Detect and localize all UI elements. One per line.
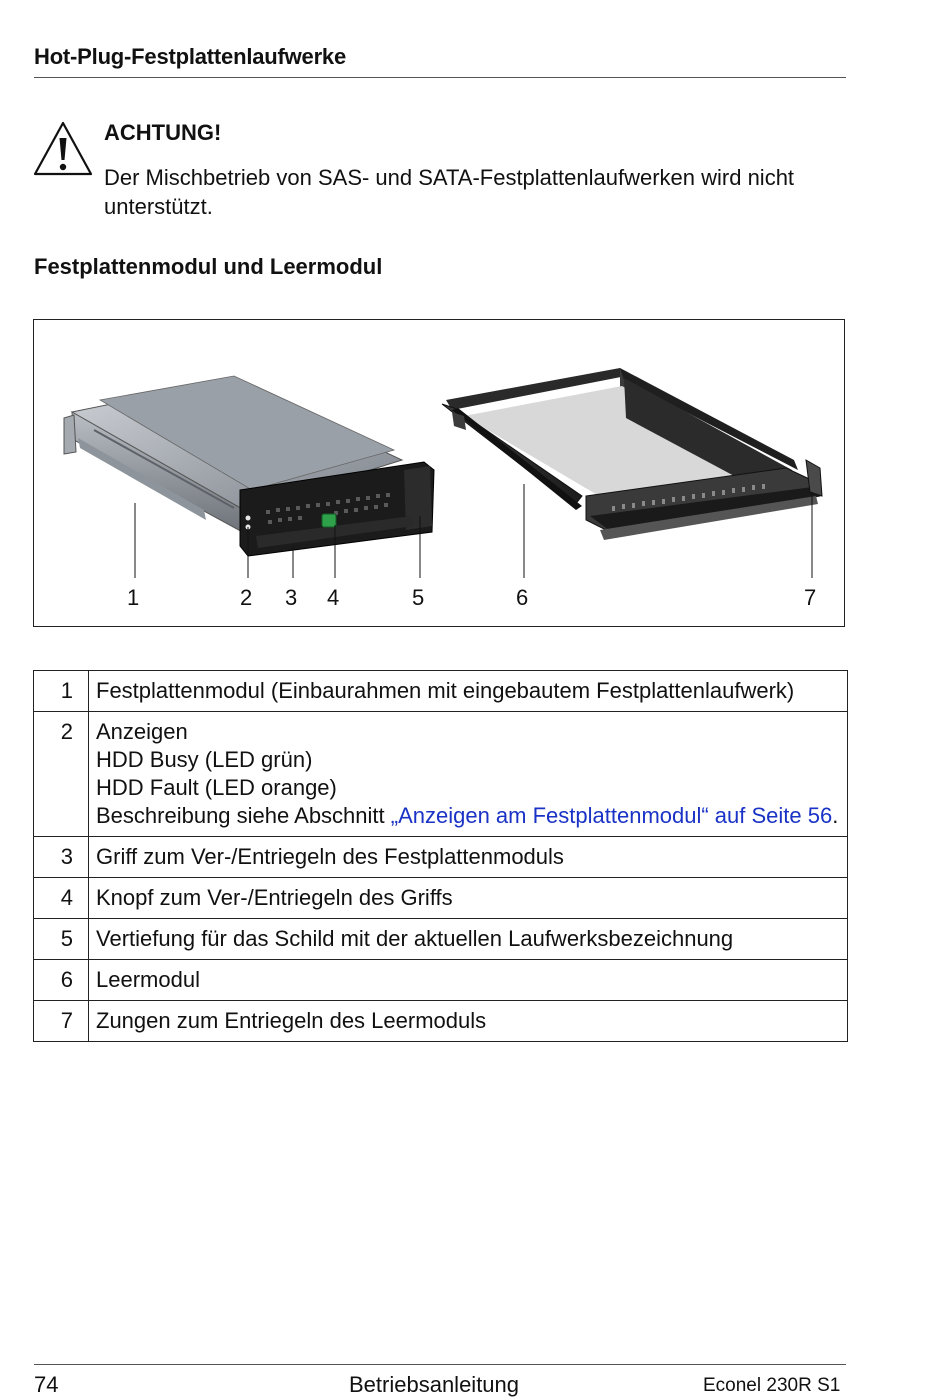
hdd-module-figure	[33, 319, 845, 627]
legend-line	[96, 802, 839, 830]
legend-line: HDD Busy (LED grün)	[96, 747, 313, 772]
legend-text	[89, 712, 848, 837]
description-prefix: Beschreibung siehe Abschnitt	[96, 803, 391, 828]
callout-4: 4	[327, 585, 340, 610]
caution-title: ACHTUNG!	[104, 120, 222, 145]
description-suffix: .	[832, 803, 839, 828]
callout-2: 2	[240, 585, 253, 610]
legend-text: Knopf zum Ver-/Entriegeln des Griffs	[89, 878, 848, 919]
legend-number: 7	[34, 1001, 89, 1042]
legend-text: Leermodul	[89, 960, 848, 1001]
blank-module-drawing	[442, 368, 822, 540]
section-title: Festplattenmodul und Leermodul	[34, 254, 383, 279]
footer-document-title: Betriebsanleitung	[349, 1372, 520, 1397]
legend-number: 6	[34, 960, 89, 1001]
legend-number: 1	[34, 671, 89, 712]
legend-number: 4	[34, 878, 89, 919]
footer-page-number: 74	[34, 1372, 59, 1397]
legend-number: 3	[34, 837, 89, 878]
legend-text: Zungen zum Entriegeln des Leermoduls	[89, 1001, 848, 1042]
legend-table	[33, 670, 848, 1042]
table-row	[34, 712, 848, 837]
callout-5: 5	[412, 585, 425, 610]
page-header-title: Hot-Plug-Festplattenlaufwerke	[34, 44, 347, 69]
callout-7: 7	[804, 585, 817, 610]
table-row	[34, 671, 848, 712]
legend-text: Vertiefung für das Schild mit der aktuellen Laufwerksbezeichnung	[89, 919, 848, 960]
cross-reference-link[interactable]: „Anzeigen am Festplattenmodul“ auf Seite 56	[390, 803, 833, 828]
hdd-module-illustration	[34, 320, 844, 626]
caution-text: Der Mischbetrieb von SAS- und SATA-Festplattenlaufwerken wird nicht unterstützt.	[104, 165, 795, 219]
legend-text: Griff zum Ver-/Entriegeln des Festplattenmoduls	[89, 837, 848, 878]
table-row	[34, 960, 848, 1001]
footer-divider	[34, 1364, 846, 1365]
callout-3: 3	[285, 585, 298, 610]
callout-1: 1	[127, 585, 140, 610]
footer-product-name: Econel 230R S1	[703, 1375, 841, 1396]
legend-text: Festplattenmodul (Einbaurahmen mit eingebautem Festplattenlaufwerk)	[89, 671, 848, 712]
legend-number: 5	[34, 919, 89, 960]
table-row	[34, 919, 848, 960]
warning-triangle-icon	[32, 120, 94, 182]
table-row	[34, 878, 848, 919]
header-divider	[34, 77, 846, 78]
legend-line: Anzeigen	[96, 719, 188, 744]
table-row	[34, 1001, 848, 1042]
legend-number: 2	[34, 712, 89, 837]
hdd-module-drawing	[64, 376, 434, 556]
table-row	[34, 837, 848, 878]
callout-6: 6	[516, 585, 529, 610]
legend-line: HDD Fault (LED orange)	[96, 775, 337, 800]
